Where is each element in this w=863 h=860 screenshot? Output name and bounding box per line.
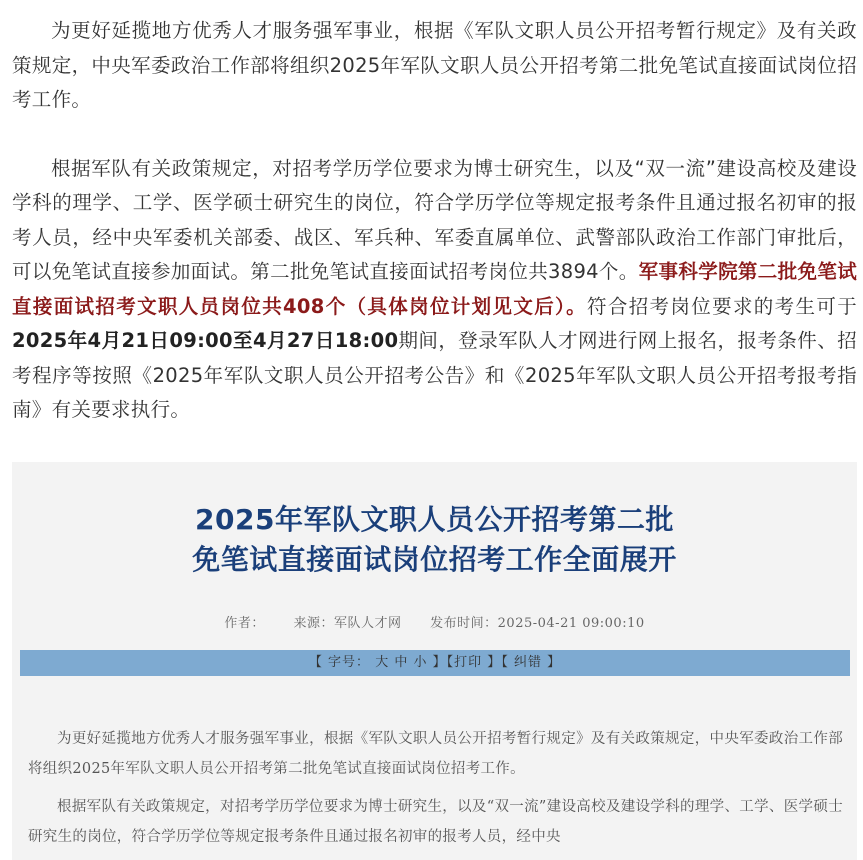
highlight-academy-positions: 军事科学院第二批免笔试直接面试招考文职人员岗位共408个（具体岗位计划见文后）。 <box>12 260 857 318</box>
font-size-small-link[interactable]: 小 <box>413 655 428 670</box>
article-paragraph-intro: 为更好延揽地方优秀人才服务强军事业，根据《军队文职人员公开招考暂行规定》及有关政策规定，中央军委政治工作部将组织2025年军队文职人员公开招考第二批免笔试直接面试岗位招考工作。 <box>12 19 857 111</box>
report-error-link[interactable]: 【 纠错 】 <box>501 655 562 670</box>
news-source: 来源：军队人才网 <box>293 616 402 631</box>
news-body <box>28 724 843 860</box>
news-publish-time: 发布时间：2025-04-21 09:00:10 <box>430 616 645 631</box>
news-toolbar <box>20 650 850 676</box>
policy-text-2: 符合招考岗位要求的考生可于 <box>587 294 857 318</box>
news-paragraph-1: 为更好延揽地方优秀人才服务强军事业，根据《军队文职人员公开招考暂行规定》及有关政策规定，中央军委政治工作部将组织2025年军队文职人员公开招考第二批免笔试直接面试岗位招考工作。 <box>28 731 843 777</box>
embedded-webpage-screenshot <box>12 462 857 860</box>
news-meta <box>12 612 857 631</box>
article-paragraph-policy <box>12 152 857 428</box>
font-size-label: 【 字号： <box>308 655 371 670</box>
news-title-line-2: 免笔试直接面试岗位招考工作全面展开 <box>192 543 677 576</box>
news-paragraph-2: 根据军队有关政策规定，对招考学历学位要求为博士研究生，以及“双一流”建设高校及建设学科的理学、工学、医学硕士研究生的岗位，符合学历学位等规定报考条件且通过报名初审的报考人员，经中央 <box>28 799 843 845</box>
highlight-registration-period: 2025年4月21日09:00至4月27日18:00 <box>12 329 399 352</box>
policy-text: 根据军队有关政策规定，对招考学历学位要求为博士研究生，以及“双一流”建设高校及建设学科的理学、工学、医学硕士研究生的岗位，符合学历学位等规定报考条件且通过报名初审的报考人员，经中央军委机关部委、战区、军兵种、军委直属单位、武警部队政治工作部门审批后，可以免笔试直接参加面试。第二批免笔试直接面试招考岗位共3894个。 <box>12 156 857 283</box>
print-link[interactable]: 【打印 】 <box>446 655 502 670</box>
font-size-large-link[interactable]: 大 <box>375 655 390 670</box>
news-title-line-1: 2025年军队文职人员公开招考第二批 <box>195 503 674 536</box>
font-size-medium-link[interactable]: 中 <box>394 655 409 670</box>
font-size-close: 】 <box>427 655 447 670</box>
news-author: 作者： <box>224 616 265 631</box>
policy-text-3: 期间，登录军队人才网进行网上报名，报考条件、招考程序等按照《2025年军队文职人员公开招考公告》和《2025年军队文职人员公开招考报考指南》有关要求执行。 <box>12 329 857 421</box>
article-body <box>12 14 857 428</box>
